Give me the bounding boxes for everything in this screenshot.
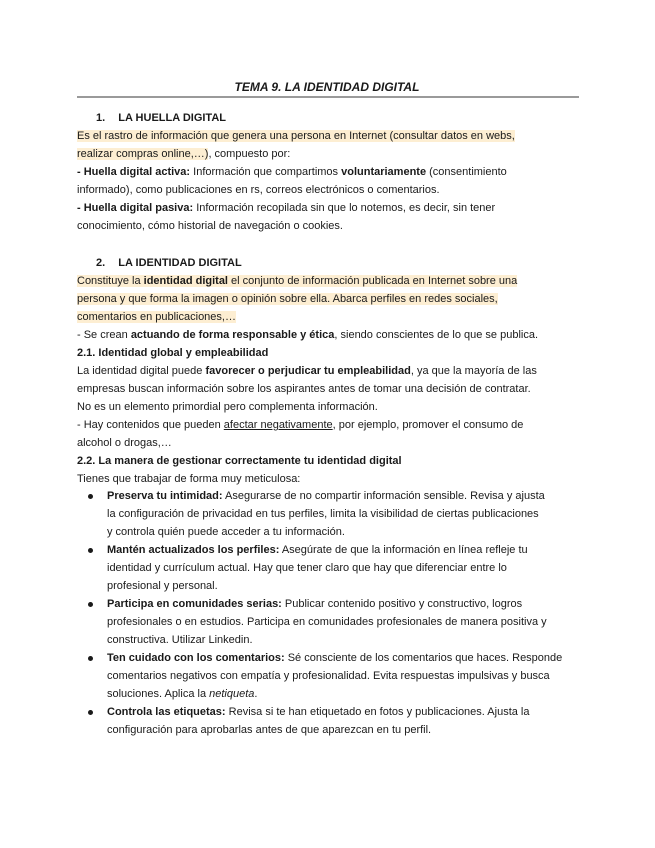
huella-activa-text: Información que compartimos <box>190 166 342 178</box>
bullet-4-line-2: comentarios negativos con empatía y profesionalidad. Evita respuestas impulsivas y busca <box>107 670 550 682</box>
empleabilidad-line-1 <box>77 363 537 380</box>
empleabilidad-line-2: empresas buscan información sobre los aspirantes antes de tomar una decisión de contratar. <box>77 383 531 395</box>
bullet-2-text: Asegúrate de que la información en línea refleje tu <box>279 544 528 556</box>
bullet-marker <box>88 494 93 499</box>
bullet-4-label: Ten cuidado con los comentarios: <box>107 652 285 664</box>
bullet-2-label: Mantén actualizados los perfiles: <box>107 544 280 556</box>
bullet-5-line-2: configuración para aprobarlas antes de que aparezcan en tu perfil. <box>107 724 432 736</box>
bullet-1-line-3: y controla quién puede acceder a tu información. <box>107 526 345 538</box>
section-1-heading <box>96 110 226 127</box>
create-text: - Se crean <box>77 329 131 341</box>
contenidos-underlined: afectar negativamente <box>223 419 333 431</box>
bullet-2-line-1 <box>107 542 528 559</box>
identidad-def-text-end: el conjunto de información publicada en Internet sobre una <box>228 275 518 287</box>
bullet-4-line-3 <box>107 686 257 703</box>
bullet-2-line-2: identidad y currículum actual. Hay que tener claro que hay que diferenciar entre lo <box>107 562 507 574</box>
bullet-marker <box>88 710 93 715</box>
huella-definition-highlight: Es el rastro de información que genera una persona en Internet (consultar datos en webs, <box>77 130 515 142</box>
bullet-4-period: . <box>254 688 258 700</box>
huella-pasiva-line-1 <box>77 200 495 217</box>
huella-activa-bold: voluntariamente <box>341 166 427 178</box>
huella-definition-highlight-end: realizar compras online,…) <box>77 148 209 160</box>
bullet-3-line-3: constructiva. Utilizar Linkedin. <box>107 634 253 646</box>
contenidos-line-1 <box>77 417 523 434</box>
huella-pasiva-text: Información recopilada sin que lo notemos, es decir, sin tener <box>193 202 496 214</box>
bullet-5-text: Revisa si te han etiquetado en fotos y publicaciones. Ajusta la <box>225 706 530 718</box>
create-text-end: , siendo conscientes de lo que se publica. <box>334 329 539 341</box>
contenidos-line-2: alcohol o drogas,… <box>77 437 172 449</box>
huella-activa-line-2: informado), como publicaciones en rs, correos electrónicos o comentarios. <box>77 184 440 196</box>
identidad-def-highlight-2: persona y que forma la imagen o opinión sobre ella. Abarca perfiles en redes sociales, <box>77 293 498 305</box>
identidad-def-line-1 <box>77 273 517 290</box>
empleabilidad-line-3: No es un elemento primordial pero complementa información. <box>77 401 378 413</box>
section-2-title: LA IDENTIDAD DIGITAL <box>118 257 242 269</box>
bullet-4-text-end: soluciones. Aplica la <box>107 688 210 700</box>
empleabilidad-text: La identidad digital puede <box>77 365 206 377</box>
bullet-3-text: Publicar contenido positivo y constructivo, logros <box>281 598 523 610</box>
section-1-title: LA HUELLA DIGITAL <box>118 112 226 124</box>
contenidos-text-end: , por ejemplo, promover el consumo de <box>332 419 524 431</box>
section-2-number: 2. <box>96 257 106 269</box>
huella-intro-rest: , compuesto por: <box>208 148 291 160</box>
huella-activa-line-1 <box>77 164 507 181</box>
bullet-marker <box>88 602 93 607</box>
identidad-def-line-3 <box>77 309 236 326</box>
section-1-number: 1. <box>96 112 106 124</box>
bullet-4-text: Sé consciente de los comentarios que haces. Responde <box>284 652 563 664</box>
section-2-heading <box>96 255 242 272</box>
huella-pasiva-line-2: conocimiento, cómo historial de navegación o cookies. <box>77 220 343 232</box>
bullet-2-line-3: profesional y personal. <box>107 580 218 592</box>
bullet-1-text: Asegurarse de no compartir información sensible. Revisa y ajusta <box>222 490 545 502</box>
empleabilidad-text-end: , ya que la mayoría de las <box>410 365 537 377</box>
identidad-def-highlight-3: comentarios en publicaciones,… <box>77 311 236 323</box>
bullet-5-label: Controla las etiquetas: <box>107 706 226 718</box>
document-title: TEMA 9. LA IDENTIDAD DIGITAL <box>234 80 420 94</box>
identidad-create-line <box>77 327 538 344</box>
contenidos-text: - Hay contenidos que pueden <box>77 419 224 431</box>
huella-activa-text-end: (consentimiento <box>426 166 507 178</box>
identidad-def-bold: identidad digital <box>143 275 228 287</box>
subsection-2-1-heading: 2.1. Identidad global y empleabilidad <box>77 347 269 359</box>
bullet-3-line-2: profesionales o en estudios. Participa en comunidades profesionales de manera positiva y <box>107 616 547 628</box>
netiqueta-italic: netiqueta <box>209 688 255 700</box>
bullet-3-label: Participa en comunidades serias: <box>107 598 282 610</box>
create-bold: actuando de forma responsable y ética <box>130 329 335 341</box>
huella-intro-line-1 <box>77 128 515 145</box>
bullet-5-line-1 <box>107 704 530 721</box>
bullet-marker <box>88 656 93 661</box>
huella-intro-line-2 <box>77 146 290 163</box>
title-divider <box>77 96 579 98</box>
gestion-intro: Tienes que trabajar de forma muy meticulosa: <box>77 473 301 485</box>
identidad-def-line-2 <box>77 291 498 308</box>
bullet-3-line-1 <box>107 596 522 613</box>
bullet-1-line-2: la configuración de privacidad en tus perfiles, limita la visibilidad de ciertas publicaciones <box>107 508 539 520</box>
huella-activa-label: - Huella digital activa: <box>77 166 191 178</box>
identidad-def-highlight <box>77 275 517 287</box>
subsection-2-2-heading: 2.2. La manera de gestionar correctamente tu identidad digital <box>77 455 402 467</box>
huella-pasiva-label: - Huella digital pasiva: <box>77 202 194 214</box>
empleabilidad-bold: favorecer o perjudicar tu empleabilidad <box>205 365 411 377</box>
bullet-1-label: Preserva tu intimidad: <box>107 490 223 502</box>
bullet-marker <box>88 548 93 553</box>
bullet-1-line-1 <box>107 488 545 505</box>
bullet-4-line-1 <box>107 650 562 667</box>
identidad-def-text: Constituye la <box>77 275 144 287</box>
